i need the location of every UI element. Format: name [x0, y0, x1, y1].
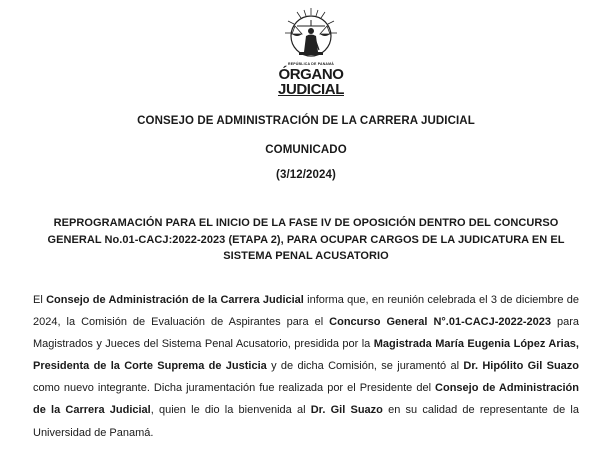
body-text-run: y de dicha Comisión, se juramentó al: [266, 360, 464, 373]
logo-judicial-text: JUDICIAL: [278, 81, 344, 98]
organo-judicial-logo: [275, 6, 347, 102]
body-paragraph: [33, 289, 579, 444]
body-bold-run: Dr. Hipólito Gil Suazo: [463, 360, 580, 373]
document-type: COMUNICADO: [265, 144, 347, 156]
body-text-run: , quien le dio la bienvenida al: [150, 404, 311, 417]
logo-republic-text: REPÚBLICA DE PANAMÁ: [288, 62, 334, 66]
body-text-run: en su calidad de representante de la Universidad de Panamá.: [33, 404, 579, 439]
communique-subject: REPROGRAMACIÓN PARA EL INICIO DE LA FASE IV DE OPOSICIÓN DENTRO DEL CONCURSO GENERAL No.01-CACJ:2022-2023 (ETAPA 2), PARA OCUPAR CARGOS DE LA JUDICATURA EN EL SISTEMA PENAL ACUSATORIO: [47, 217, 565, 262]
body-text-run: como nuevo integrante. Dicha juramentación fue realizada por el Presidente del: [33, 382, 436, 395]
body-bold-run: Concurso General N°.01-CACJ-2022-2023: [329, 316, 551, 329]
lady-justice-emblem-icon: [275, 6, 347, 62]
body-text-run: informa que, en reunión celebrada el 3 de diciembre de 2024, la Comisión de Evaluación de Aspirantes para el: [33, 294, 579, 329]
body-bold-run: Consejo de Administración de la Carrera Judicial: [33, 382, 579, 417]
logo-organo-text: ÓRGANO: [278, 66, 344, 83]
body-bold-run: Magistrada María Eugenia López Arias, Presidenta de la Corte Suprema de Justicia: [33, 338, 579, 373]
body-bold-run: Consejo de Administración de la Carrera Judicial: [46, 294, 304, 306]
document-date: (3/12/2024): [276, 169, 336, 181]
body-text-run: para Magistrados y Jueces del Sistema Penal Acusatorio, presidida por la: [33, 316, 579, 351]
body-text-run: El: [33, 294, 47, 306]
institution-title: CONSEJO DE ADMINISTRACIÓN DE LA CARRERA JUDICIAL: [137, 115, 475, 127]
body-bold-run: Dr. Gil Suazo: [310, 404, 383, 417]
